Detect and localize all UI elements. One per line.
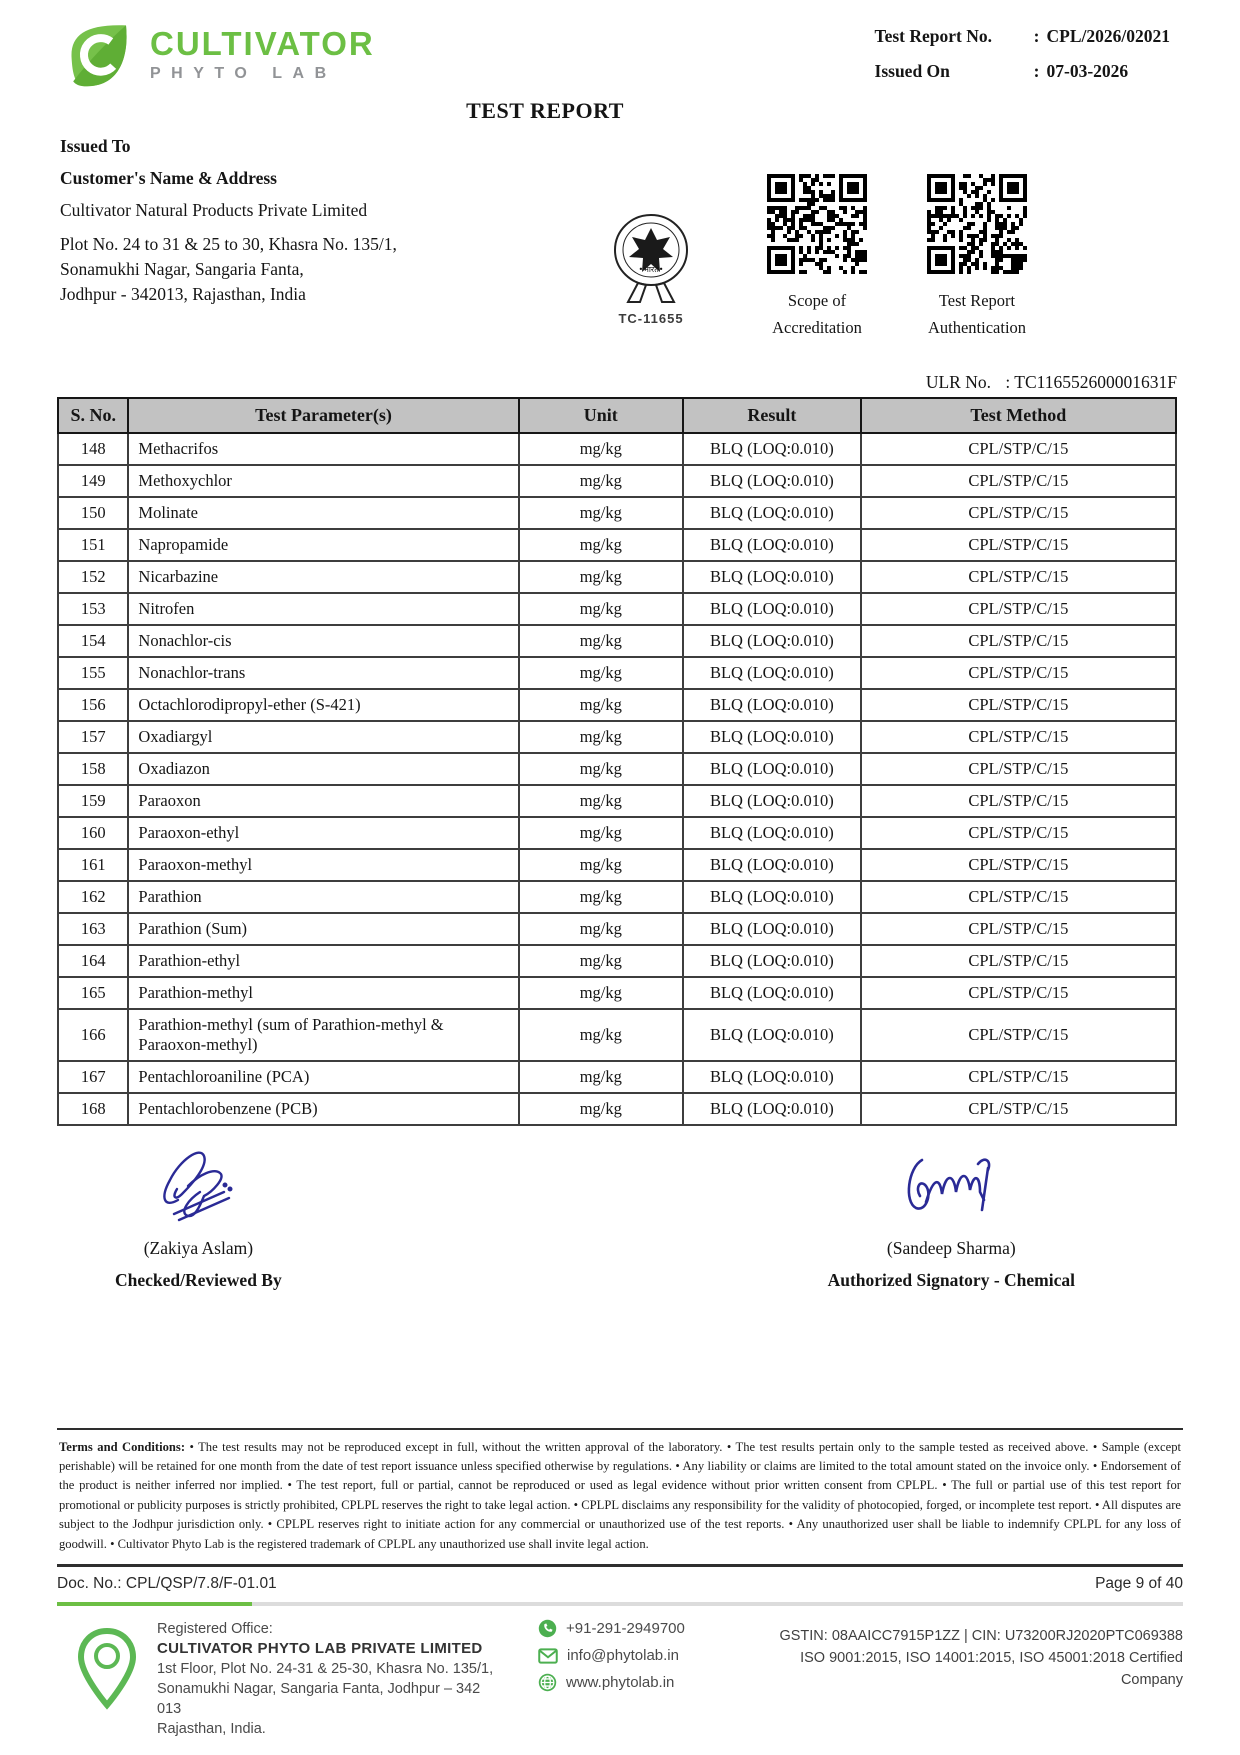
qr-scope-caption: Scope of bbox=[787, 291, 847, 310]
info-band bbox=[0, 134, 1240, 372]
qr-code-auth-icon bbox=[927, 174, 1027, 274]
report-meta: Test Report No. : CPL/2026/02021 Issued On : 07-03-2026 bbox=[874, 26, 1170, 81]
cell-method: CPL/STP/C/15 bbox=[861, 657, 1176, 689]
qr-code-scope-icon bbox=[767, 174, 867, 274]
cell-method: CPL/STP/C/15 bbox=[861, 753, 1176, 785]
cell-unit: mg/kg bbox=[519, 849, 683, 881]
cell-result: BLQ (LOQ:0.010) bbox=[683, 753, 861, 785]
cell-parameter: Nonachlor-trans bbox=[128, 657, 518, 689]
cell-method: CPL/STP/C/15 bbox=[861, 721, 1176, 753]
col-header-result: Result bbox=[683, 398, 861, 433]
cell-unit: mg/kg bbox=[519, 945, 683, 977]
ulr-number: ULR No. : TC116552600001631F bbox=[925, 372, 1177, 392]
cell-unit: mg/kg bbox=[519, 529, 683, 561]
gstin-cin-line: GSTIN: 08AAICC7915P1ZZ | CIN: U73200RJ2020PTC069388 bbox=[779, 1628, 1183, 1644]
cell-sno: 148 bbox=[58, 433, 128, 465]
doc-number: Doc. No.: CPL/QSP/7.8/F-01.01 bbox=[57, 1575, 277, 1592]
cell-method: CPL/STP/C/15 bbox=[861, 977, 1176, 1009]
terms-and-conditions bbox=[57, 1428, 1183, 1567]
cell-result: BLQ (LOQ:0.010) bbox=[683, 561, 861, 593]
customer-address-line: Sonamukhi Nagar, Sangaria Fanta, bbox=[60, 259, 304, 279]
issued-on-label: Issued On bbox=[874, 61, 950, 81]
cell-parameter: Parathion-ethyl bbox=[128, 945, 518, 977]
table-row bbox=[58, 561, 1176, 593]
cell-unit: mg/kg bbox=[519, 817, 683, 849]
cell-parameter: Pentachloroaniline (PCA) bbox=[128, 1061, 518, 1093]
cell-unit: mg/kg bbox=[519, 689, 683, 721]
cell-result: BLQ (LOQ:0.010) bbox=[683, 657, 861, 689]
cell-sno: 149 bbox=[58, 465, 128, 497]
cell-parameter: Octachlorodipropyl-ether (S-421) bbox=[128, 689, 518, 721]
cell-sno: 154 bbox=[58, 625, 128, 657]
iso-line: ISO 9001:2015, ISO 14001:2015, ISO 45001:2018 Certified Company bbox=[800, 1650, 1183, 1688]
col-header-parameter: Test Parameter(s) bbox=[128, 398, 518, 433]
svg-text:•भारत•: •भारत• bbox=[638, 265, 664, 274]
accreditation-seal-icon bbox=[588, 212, 714, 304]
cell-sno: 157 bbox=[58, 721, 128, 753]
cell-unit: mg/kg bbox=[519, 1009, 683, 1061]
cell-sno: 165 bbox=[58, 977, 128, 1009]
cell-result: BLQ (LOQ:0.010) bbox=[683, 689, 861, 721]
cell-unit: mg/kg bbox=[519, 1093, 683, 1125]
cell-unit: mg/kg bbox=[519, 753, 683, 785]
cell-parameter: Parathion (Sum) bbox=[128, 913, 518, 945]
page-footer bbox=[57, 1602, 1183, 1755]
seal-code: TC-11655 bbox=[618, 311, 684, 326]
signature-sandeep-icon bbox=[876, 1142, 1026, 1228]
cell-result: BLQ (LOQ:0.010) bbox=[683, 913, 861, 945]
cell-method: CPL/STP/C/15 bbox=[861, 561, 1176, 593]
brand-subtitle: PHYTO LAB bbox=[150, 64, 337, 82]
cell-unit: mg/kg bbox=[519, 433, 683, 465]
table-row bbox=[58, 433, 1176, 465]
cell-result: BLQ (LOQ:0.010) bbox=[683, 433, 861, 465]
cell-method: CPL/STP/C/15 bbox=[861, 817, 1176, 849]
cell-parameter: Nitrofen bbox=[128, 593, 518, 625]
report-no-value: CPL/2026/02021 bbox=[1046, 26, 1170, 46]
table-row bbox=[58, 817, 1176, 849]
table-row bbox=[58, 945, 1176, 977]
leaf-logo-icon bbox=[58, 15, 138, 95]
results-table-body bbox=[58, 433, 1176, 1125]
cell-sno: 160 bbox=[58, 817, 128, 849]
customer-address-line: Plot No. 24 to 31 & 25 to 30, Khasra No. 135/1, bbox=[60, 234, 397, 254]
cell-method: CPL/STP/C/15 bbox=[861, 593, 1176, 625]
signatory-name: (Zakiya Aslam) bbox=[143, 1238, 254, 1258]
cell-unit: mg/kg bbox=[519, 465, 683, 497]
cell-method: CPL/STP/C/15 bbox=[861, 1009, 1176, 1061]
cell-method: CPL/STP/C/15 bbox=[861, 913, 1176, 945]
doc-line bbox=[57, 1567, 1183, 1602]
cell-parameter: Paraoxon-methyl bbox=[128, 849, 518, 881]
cell-sno: 161 bbox=[58, 849, 128, 881]
phone-icon bbox=[538, 1619, 557, 1638]
cell-method: CPL/STP/C/15 bbox=[861, 529, 1176, 561]
registered-office-label: Registered Office: bbox=[157, 1621, 273, 1637]
table-row bbox=[58, 657, 1176, 689]
cell-sno: 159 bbox=[58, 785, 128, 817]
cell-result: BLQ (LOQ:0.010) bbox=[683, 593, 861, 625]
cell-parameter: Napropamide bbox=[128, 529, 518, 561]
cell-unit: mg/kg bbox=[519, 977, 683, 1009]
qr-scope-of-accreditation bbox=[762, 174, 872, 341]
cell-sno: 155 bbox=[58, 657, 128, 689]
cell-parameter: Parathion bbox=[128, 881, 518, 913]
ulr-value: TC116552600001631F bbox=[1014, 372, 1177, 392]
cell-result: BLQ (LOQ:0.010) bbox=[683, 1009, 861, 1061]
customer-address-line: Jodhpur - 342013, Rajasthan, India bbox=[60, 284, 306, 304]
cell-method: CPL/STP/C/15 bbox=[861, 689, 1176, 721]
cell-method: CPL/STP/C/15 bbox=[861, 465, 1176, 497]
cell-method: CPL/STP/C/15 bbox=[861, 785, 1176, 817]
cell-parameter: Parathion-methyl bbox=[128, 977, 518, 1009]
signatory-role: Checked/Reviewed By bbox=[115, 1270, 282, 1290]
brand-logo bbox=[58, 14, 375, 96]
cell-method: CPL/STP/C/15 bbox=[861, 497, 1176, 529]
col-header-sno: S. No. bbox=[58, 398, 128, 433]
page-header bbox=[0, 0, 1240, 96]
bottom-block bbox=[0, 1428, 1240, 1755]
footer-email: info@phytolab.in bbox=[567, 1647, 679, 1664]
cell-result: BLQ (LOQ:0.010) bbox=[683, 1061, 861, 1093]
cell-result: BLQ (LOQ:0.010) bbox=[683, 497, 861, 529]
cell-unit: mg/kg bbox=[519, 1061, 683, 1093]
cell-parameter: Methacrifos bbox=[128, 433, 518, 465]
table-row bbox=[58, 721, 1176, 753]
issued-on-value: 07-03-2026 bbox=[1046, 61, 1129, 81]
table-row bbox=[58, 849, 1176, 881]
registered-office bbox=[157, 1619, 502, 1739]
brand-name: CULTIVATOR bbox=[150, 25, 375, 63]
footer-address-line: Rajasthan, India. bbox=[157, 1721, 266, 1737]
cell-parameter: Molinate bbox=[128, 497, 518, 529]
footer-accent-bar bbox=[57, 1602, 252, 1606]
cell-parameter: Oxadiazon bbox=[128, 753, 518, 785]
table-header-row bbox=[58, 398, 1176, 433]
mail-icon bbox=[538, 1648, 558, 1664]
terms-text: • The test results may not be reproduced except in full, without the written approval of the laboratory. • The test results pertain only to the sample tested as received above. • Sample (except perishable) will be retained for one month from the date of test report issuance unless specified otherwise by regulations. • Any liability or claims are limited to the total amount stated on the invoice only. • Endorsement of the product is neither inferred nor implied. • The test report, full or partial, cannot be reproduced or used as legal evidence without prior written consent from CPLPL. • The full or partial use of this test report for promotional or publicity purposes is strictly prohibited, CPLPL reserves the right to take legal action. • CPLPL disclaims any responsibility for the validity of photocopied, forged, or incomplete test report. • All disputes are subject to the Jodhpur jurisdiction only. • CPLPL reserves right to initiate action for any commercial or unauthorized use of the test reports. • Any unauthorized user shall be liable to indemnify CPLPL for any loss of goodwill. • Cultivator Phyto Lab is the registered trademark of CPLPL any unauthorized use shall invite legal action. bbox=[59, 1439, 1181, 1551]
cell-unit: mg/kg bbox=[519, 785, 683, 817]
cell-method: CPL/STP/C/15 bbox=[861, 945, 1176, 977]
col-header-unit: Unit bbox=[519, 398, 683, 433]
footer-contacts bbox=[538, 1619, 763, 1739]
cell-result: BLQ (LOQ:0.010) bbox=[683, 881, 861, 913]
footer-address-line: Sonamukhi Nagar, Sangaria Fanta, Jodhpur – 342 013 bbox=[157, 1681, 481, 1717]
customer-name: Cultivator Natural Products Private Limited bbox=[60, 200, 368, 220]
qr-test-report-authentication bbox=[922, 174, 1032, 341]
results-table bbox=[57, 397, 1177, 1126]
qr-scope-caption: Accreditation bbox=[772, 318, 862, 337]
page-title: TEST REPORT bbox=[466, 98, 624, 123]
cell-sno: 158 bbox=[58, 753, 128, 785]
cell-unit: mg/kg bbox=[519, 913, 683, 945]
cell-result: BLQ (LOQ:0.010) bbox=[683, 977, 861, 1009]
cell-result: BLQ (LOQ:0.010) bbox=[683, 817, 861, 849]
cell-sno: 151 bbox=[58, 529, 128, 561]
table-row bbox=[58, 625, 1176, 657]
cell-result: BLQ (LOQ:0.010) bbox=[683, 945, 861, 977]
cell-parameter: Nonachlor-cis bbox=[128, 625, 518, 657]
cell-unit: mg/kg bbox=[519, 561, 683, 593]
cell-result: BLQ (LOQ:0.010) bbox=[683, 529, 861, 561]
cell-method: CPL/STP/C/15 bbox=[861, 1093, 1176, 1125]
footer-phone: +91-291-2949700 bbox=[566, 1620, 685, 1637]
table-row bbox=[58, 1009, 1176, 1061]
cell-result: BLQ (LOQ:0.010) bbox=[683, 785, 861, 817]
customer-block bbox=[60, 136, 397, 307]
cell-parameter: Nicarbazine bbox=[128, 561, 518, 593]
cell-sno: 163 bbox=[58, 913, 128, 945]
cell-sno: 156 bbox=[58, 689, 128, 721]
footer-certifications bbox=[763, 1619, 1183, 1739]
cell-result: BLQ (LOQ:0.010) bbox=[683, 849, 861, 881]
signatory-role: Authorized Signatory - Chemical bbox=[827, 1270, 1075, 1290]
footer-address-line: 1st Floor, Plot No. 24-31 & 25-30, Khasra No. 135/1, bbox=[157, 1661, 494, 1677]
cell-parameter: Paraoxon-ethyl bbox=[128, 817, 518, 849]
cell-parameter: Parathion-methyl (sum of Parathion-methyl & Paraoxon-methyl) bbox=[128, 1009, 518, 1061]
cell-parameter: Paraoxon bbox=[128, 785, 518, 817]
table-row bbox=[58, 593, 1176, 625]
col-header-method: Test Method bbox=[861, 398, 1176, 433]
cell-unit: mg/kg bbox=[519, 881, 683, 913]
cell-unit: mg/kg bbox=[519, 593, 683, 625]
qr-auth-caption: Authentication bbox=[927, 318, 1027, 337]
signature-zakiya-icon bbox=[133, 1142, 263, 1228]
table-row bbox=[58, 785, 1176, 817]
table-row bbox=[58, 497, 1176, 529]
cell-sno: 168 bbox=[58, 1093, 128, 1125]
cell-method: CPL/STP/C/15 bbox=[861, 625, 1176, 657]
cell-method: CPL/STP/C/15 bbox=[861, 849, 1176, 881]
qr-auth-caption: Test Report bbox=[938, 291, 1016, 310]
cell-sno: 153 bbox=[58, 593, 128, 625]
cell-sno: 150 bbox=[58, 497, 128, 529]
table-row bbox=[58, 465, 1176, 497]
cell-sno: 164 bbox=[58, 945, 128, 977]
table-row bbox=[58, 1061, 1176, 1093]
signatory-name: (Sandeep Sharma) bbox=[886, 1238, 1016, 1258]
cell-sno: 152 bbox=[58, 561, 128, 593]
signature-right bbox=[828, 1140, 1075, 1291]
location-pin-icon bbox=[76, 1627, 138, 1711]
cell-result: BLQ (LOQ:0.010) bbox=[683, 625, 861, 657]
report-no-label: Test Report No. bbox=[874, 26, 992, 46]
cell-result: BLQ (LOQ:0.010) bbox=[683, 721, 861, 753]
footer-company-name: CULTIVATOR PHYTO LAB PRIVATE LIMITED bbox=[157, 1640, 483, 1657]
cell-unit: mg/kg bbox=[519, 721, 683, 753]
cell-sno: 166 bbox=[58, 1009, 128, 1061]
cell-method: CPL/STP/C/15 bbox=[861, 881, 1176, 913]
footer-website: www.phytolab.in bbox=[566, 1674, 675, 1691]
cell-parameter: Oxadiargyl bbox=[128, 721, 518, 753]
cell-parameter: Pentachlorobenzene (PCB) bbox=[128, 1093, 518, 1125]
cell-unit: mg/kg bbox=[519, 625, 683, 657]
cell-unit: mg/kg bbox=[519, 657, 683, 689]
page-indicator: Page 9 of 40 bbox=[1095, 1575, 1183, 1592]
table-row bbox=[58, 1093, 1176, 1125]
table-row bbox=[58, 977, 1176, 1009]
table-row bbox=[58, 689, 1176, 721]
cell-result: BLQ (LOQ:0.010) bbox=[683, 465, 861, 497]
cell-unit: mg/kg bbox=[519, 497, 683, 529]
table-row bbox=[58, 753, 1176, 785]
customer-heading: Customer's Name & Address bbox=[60, 168, 277, 188]
signature-left bbox=[115, 1140, 282, 1291]
cell-sno: 167 bbox=[58, 1061, 128, 1093]
cell-method: CPL/STP/C/15 bbox=[861, 1061, 1176, 1093]
terms-label: Terms and Conditions: bbox=[59, 1439, 186, 1454]
table-row bbox=[58, 529, 1176, 561]
globe-icon bbox=[538, 1673, 557, 1692]
table-row bbox=[58, 913, 1176, 945]
cell-method: CPL/STP/C/15 bbox=[861, 433, 1176, 465]
nabl-seal bbox=[583, 212, 719, 326]
table-row bbox=[58, 881, 1176, 913]
issued-to-label: Issued To bbox=[60, 136, 131, 156]
cell-parameter: Methoxychlor bbox=[128, 465, 518, 497]
cell-sno: 162 bbox=[58, 881, 128, 913]
cell-result: BLQ (LOQ:0.010) bbox=[683, 1093, 861, 1125]
signature-section bbox=[115, 1140, 1075, 1291]
